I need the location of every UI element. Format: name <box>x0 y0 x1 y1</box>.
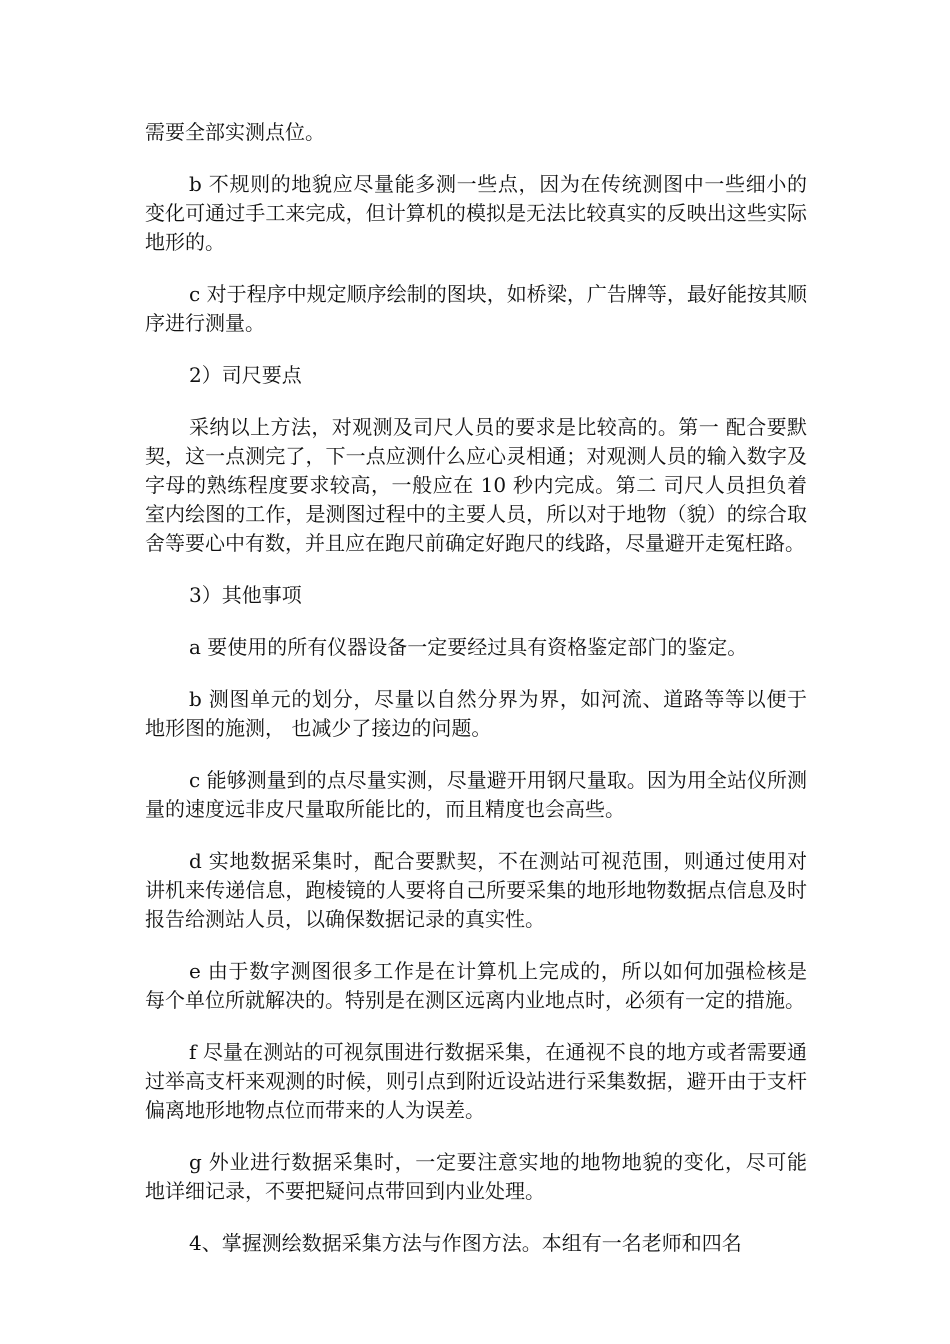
paragraph-c-drawing-order: c 对于程序中规定顺序绘制的图块，如桥梁，广告牌等，最好能按其顺序进行测量。 <box>145 282 807 335</box>
paragraph-staff-requirements: 采纳以上方法，对观测及司尺人员的要求是比较高的。第一 配合要默契，这一点测完了，下一点应测什么应心灵相通；对观测人员的输入数字及字母的熟练程度要求较高，一般应在 10 秒内完成。第二 司尺人员担负着室内绘图的工作，是测图过程中的主要人员，所以对于地物（貌）的综合取舍等要心中有数，并且应在跑尺前确定好跑尺的线路，尽量避开走冤枉路。 <box>145 415 807 555</box>
paragraph-a-instrument-calibration: a 要使用的所有仪器设备一定要经过具有资格鉴定部门的鉴定。 <box>189 635 748 659</box>
paragraph-c-direct-measurement: c 能够测量到的点尽量实测，尽量避开用钢尺量取。因为用全站仪所测量的速度远非皮尺量取所能比的，而且精度也会高些。 <box>145 768 807 821</box>
paragraph-continuation: 需要全部实测点位。 <box>145 120 325 144</box>
paragraph-d-field-data-collection: d 实地数据采集时，配合要默契，不在测站可视范围，则通过使用对讲机来传递信息，跑棱镜的人要将自己所要采集的地形地物数据点信息及时报告给测站人员，以确保数据记录的真实性。 <box>145 849 807 931</box>
paragraph-4-methods: 4、掌握测绘数据采集方法与作图方法。本组有一名老师和四名 <box>189 1231 742 1255</box>
paragraph-e-checking: e 由于数字测图很多工作是在计算机上完成的，所以如何加强检核是每个单位所就解决的。特别是在测区远离内业地点时，必须有一定的措施。 <box>145 959 807 1012</box>
paragraph-b-irregular-terrain: b 不规则的地貌应尽量能多测一些点，因为在传统测图中一些细小的变化可通过手工来完成，但计算机的模拟是无法比较真实的反映出这些实际地形的。 <box>145 172 807 254</box>
section-heading-other-matters: 3）其他事项 <box>189 583 302 607</box>
paragraph-b-mapping-units: b 测图单元的划分，尽量以自然分界为界，如河流、道路等等以便于地形图的施测， 也减少了接边的问题。 <box>145 687 807 740</box>
paragraph-g-field-records: g 外业进行数据采集时，一定要注意实地的地物地貌的变化，尽可能地详细记录，不要把疑问点带回到内业处理。 <box>145 1150 807 1203</box>
document-body <box>145 118 807 1281</box>
paragraph-f-visibility: f 尽量在测站的可视氛围进行数据采集，在通视不良的地方或者需要通过举高支杆来观测的时候，则引点到附近设站进行采集数据，避开由于支杆偏离地形地物点位而带来的人为误差。 <box>145 1040 807 1122</box>
section-heading-staff-points: 2）司尺要点 <box>189 363 302 387</box>
